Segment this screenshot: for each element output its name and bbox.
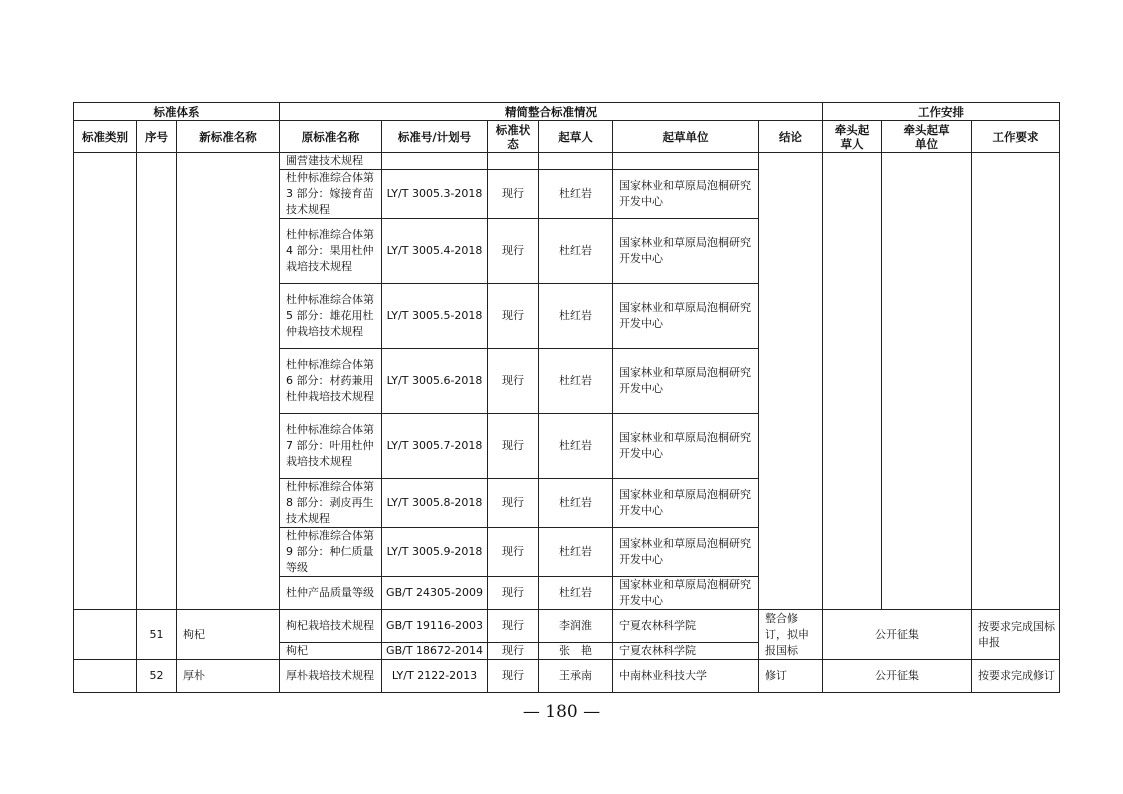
orig-name-cell: 杜仲标准综合体第 5 部分：雄花用杜仲栽培技术规程: [280, 284, 382, 349]
table-row: [74, 660, 1060, 693]
group-header-status: 精简整合标准情况: [280, 103, 823, 121]
col-header-lead-unit: 牵头起草单位: [882, 121, 972, 153]
group-header-system: 标准体系: [74, 103, 280, 121]
drafter-cell: 王承南: [539, 660, 613, 693]
code-cell: [382, 153, 488, 170]
lead-cell: 公开征集: [823, 610, 972, 660]
table-row: [74, 153, 1060, 170]
code-cell: GB/T 24305-2009: [382, 577, 488, 610]
seq-cell: 52: [137, 660, 177, 693]
seq-cell: [137, 153, 177, 610]
unit-cell: 宁夏农林科学院: [613, 610, 759, 643]
state-cell: 现行: [488, 660, 539, 693]
code-cell: GB/T 19116-2003: [382, 610, 488, 643]
orig-name-cell: 厚朴栽培技术规程: [280, 660, 382, 693]
unit-cell: [613, 153, 759, 170]
requirement-cell: 按要求完成国标申报: [972, 610, 1060, 660]
unit-cell: 中南林业科技大学: [613, 660, 759, 693]
lead-cell: 公开征集: [823, 660, 972, 693]
drafter-cell: 杜红岩: [539, 170, 613, 219]
code-cell: LY/T 3005.4-2018: [382, 219, 488, 284]
col-header-code: 标准号/计划号: [382, 121, 488, 153]
unit-cell: 国家林业和草原局泡桐研究开发中心: [613, 219, 759, 284]
table-row: [74, 610, 1060, 643]
state-cell: 现行: [488, 479, 539, 528]
orig-name-cell: 杜仲产品质量等级: [280, 577, 382, 610]
code-cell: LY/T 2122-2013: [382, 660, 488, 693]
col-header-lead-drafter: 牵头起草人: [823, 121, 882, 153]
orig-name-cell: 枸杞: [280, 643, 382, 660]
lead-drafter-cell: [823, 153, 882, 610]
state-cell: 现行: [488, 219, 539, 284]
code-cell: LY/T 3005.8-2018: [382, 479, 488, 528]
lead-unit-cell: [882, 153, 972, 610]
state-cell: 现行: [488, 170, 539, 219]
code-cell: LY/T 3005.5-2018: [382, 284, 488, 349]
state-cell: 现行: [488, 284, 539, 349]
col-header-orig-name: 原标准名称: [280, 121, 382, 153]
category-cell: [74, 660, 137, 693]
group-header-work: 工作安排: [823, 103, 1060, 121]
col-header-category: 标准类别: [74, 121, 137, 153]
drafter-cell: 张 艳: [539, 643, 613, 660]
conclusion-cell: [759, 153, 823, 610]
new-name-cell: [177, 153, 280, 610]
orig-name-cell: 杜仲标准综合体第 7 部分：叶用杜仲栽培技术规程: [280, 414, 382, 479]
drafter-cell: [539, 153, 613, 170]
code-cell: LY/T 3005.6-2018: [382, 349, 488, 414]
page-number: — 180 —: [522, 702, 601, 722]
orig-name-cell: 杜仲标准综合体第 8 部分：剥皮再生技术规程: [280, 479, 382, 528]
orig-name-cell: 杜仲标准综合体第 9 部分：种仁质量等级: [280, 528, 382, 577]
category-cell: [74, 153, 137, 610]
new-name-cell: 厚朴: [177, 660, 280, 693]
drafter-cell: 李润淮: [539, 610, 613, 643]
drafter-cell: 杜红岩: [539, 479, 613, 528]
state-cell: 现行: [488, 577, 539, 610]
drafter-cell: 杜红岩: [539, 219, 613, 284]
state-cell: 现行: [488, 610, 539, 643]
seq-cell: 51: [137, 610, 177, 660]
drafter-cell: 杜红岩: [539, 414, 613, 479]
conclusion-cell: 整合修订，拟申报国标: [759, 610, 823, 660]
drafter-cell: 杜红岩: [539, 577, 613, 610]
orig-name-cell: 圃营建技术规程: [280, 153, 382, 170]
state-cell: 现行: [488, 643, 539, 660]
state-cell: [488, 153, 539, 170]
drafter-cell: 杜红岩: [539, 284, 613, 349]
requirement-cell: 按要求完成修订: [972, 660, 1060, 693]
category-cell: [74, 610, 137, 660]
standards-table: [73, 102, 1060, 693]
state-cell: 现行: [488, 349, 539, 414]
drafter-cell: 杜红岩: [539, 349, 613, 414]
code-cell: GB/T 18672-2014: [382, 643, 488, 660]
orig-name-cell: 杜仲标准综合体第 4 部分：果用杜仲栽培技术规程: [280, 219, 382, 284]
unit-cell: 国家林业和草原局泡桐研究开发中心: [613, 577, 759, 610]
code-cell: LY/T 3005.3-2018: [382, 170, 488, 219]
requirement-cell: [972, 153, 1060, 610]
col-header-seq: 序号: [137, 121, 177, 153]
unit-cell: 国家林业和草原局泡桐研究开发中心: [613, 479, 759, 528]
col-header-conclusion: 结论: [759, 121, 823, 153]
col-header-drafter: 起草人: [539, 121, 613, 153]
col-header-unit: 起草单位: [613, 121, 759, 153]
col-header-state: 标准状态: [488, 121, 539, 153]
new-name-cell: 枸杞: [177, 610, 280, 660]
state-cell: 现行: [488, 414, 539, 479]
unit-cell: 国家林业和草原局泡桐研究开发中心: [613, 284, 759, 349]
conclusion-cell: 修订: [759, 660, 823, 693]
orig-name-cell: 杜仲标准综合体第 3 部分：嫁接育苗技术规程: [280, 170, 382, 219]
unit-cell: 国家林业和草原局泡桐研究开发中心: [613, 414, 759, 479]
code-cell: LY/T 3005.9-2018: [382, 528, 488, 577]
col-header-new-name: 新标准名称: [177, 121, 280, 153]
drafter-cell: 杜红岩: [539, 528, 613, 577]
orig-name-cell: 枸杞栽培技术规程: [280, 610, 382, 643]
unit-cell: 国家林业和草原局泡桐研究开发中心: [613, 170, 759, 219]
code-cell: LY/T 3005.7-2018: [382, 414, 488, 479]
unit-cell: 宁夏农林科学院: [613, 643, 759, 660]
state-cell: 现行: [488, 528, 539, 577]
unit-cell: 国家林业和草原局泡桐研究开发中心: [613, 528, 759, 577]
orig-name-cell: 杜仲标准综合体第 6 部分：材药兼用杜仲栽培技术规程: [280, 349, 382, 414]
unit-cell: 国家林业和草原局泡桐研究开发中心: [613, 349, 759, 414]
col-header-requirement: 工作要求: [972, 121, 1060, 153]
